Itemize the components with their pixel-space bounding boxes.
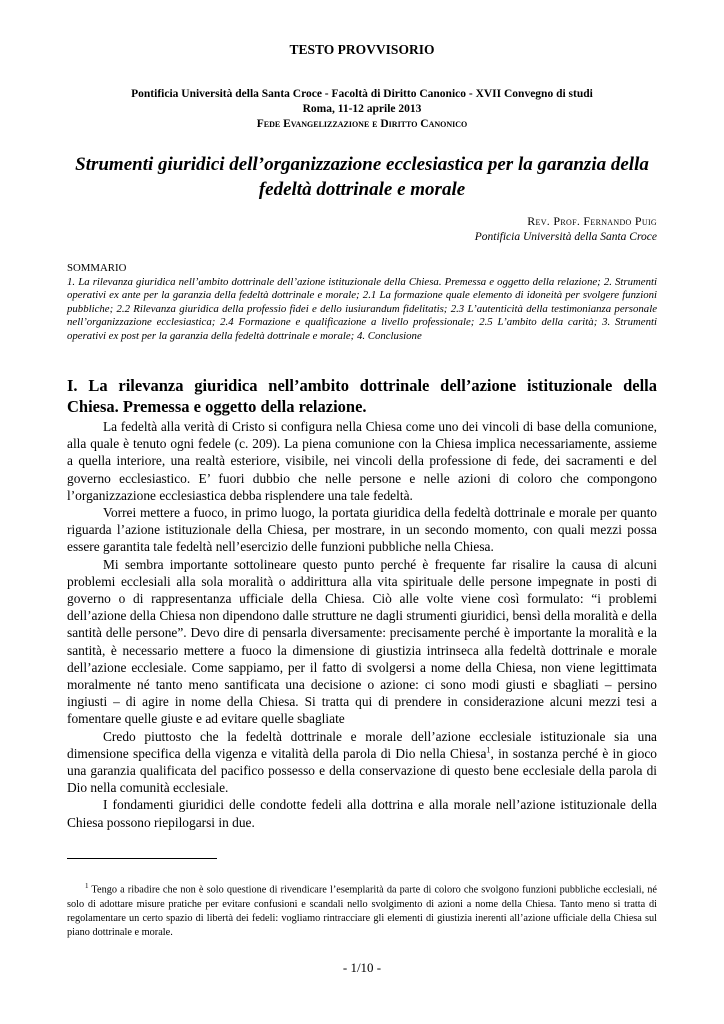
page-number: - 1/10 - [342, 960, 382, 975]
paragraph-4-part-1: Credo piuttosto che la fedeltà dottrinale e morale dell’azione ecclesiale istituzionale sia una dimensione specifica della vigenza e vitalità della parola di Dio nella Chiesa [67, 728, 657, 761]
paragraph-3: Mi sembra importante sottolineare questo punto perché è frequente far risalire la causa di alcuni problemi ecclesiali alla sola moralità o addirittura alla vita spirituale delle persone impegnate in posti di governo o di rappresentanza ufficiale della Chiesa. Ciò alle volte viene così formulato: “i problemi dell’azione della Chiesa non dipendono dalle strutture ne dagli strumenti giuridici, bensì della moralità e della santità delle persone”. Devo dire di pensarla diversamente: precisamente perché è importante la moralità e la santità, è necessario mettere a fuoco la dimensione di giustizia intrinseca alla fedeltà dottrinale e morale dell’azione ecclesiale. Come sappiamo, per il fatto di svolgersi a nome della Chiesa, non viene legittimata moralmente né tanto meno santificata una decisione o azione: ci sono modi giusti e sbagliati – persino ingiusti – di agire in nome della Chiesa. Si tratta qui di prendere in considerazione alcuni mezzi tesi a fomentare quelle giuste e ad evitare quelle sbagliate [67, 556, 657, 727]
footnote-text: Tengo a ribadire che non è solo questione di rivendicare l’esemplarità da parte di coloro che svolgono funzioni pubbliche ecclesiali, né solo di adottare misure pratiche per evitare confusioni e scandali nello svolgimento di azioni a nome della Chiesa. Tanto meno si tratta di regolamentare un certo spazio di libertà dei fedeli: vogliamo rintracciare gli elementi di giustizia inerenti all’azione ufficiale della Chiesa sul piano dottrinale e morale. [67, 884, 657, 939]
author-block [475, 213, 657, 245]
paragraph-4 [67, 728, 657, 797]
paper-title: Strumenti giuridici dell’organizzazione ecclesiastica per la garanzia della fedeltà dottrinale e morale [75, 154, 649, 200]
section-body [67, 418, 657, 831]
footnote-reference[interactable]: 1 [486, 745, 491, 755]
summary-label: SOMMARIO [67, 262, 127, 274]
paragraph-4-part-2: , in sostanza perché è in gioco una garanzia qualificata del pacifico possesso e della conservazione di questo bene ecclesiale della parola di Dio nella comunità ecclesiale. [67, 745, 657, 796]
conference-info [67, 87, 657, 132]
conference-line-1: Pontificia Università della Santa Croce - Facoltà di Diritto Canonico - XVII Convegno di studi [131, 88, 593, 100]
conference-theme-text: Fede Evangelizzazione e Diritto Canonico [256, 118, 468, 130]
draft-label: TESTO PROVVISORIO [289, 42, 435, 57]
conference-line-2: Roma, 11-12 aprile 2013 [302, 103, 422, 115]
footnote-number: 1 [85, 882, 89, 890]
author-name: Rev. Prof. Fernando Puig [527, 214, 657, 228]
paragraph-1: La fedeltà alla verità di Cristo si configura nella Chiesa come uno dei vincoli di base della comunione, alla quale è tenuto ogni fedele (c. 209). La piena comunione con la Chiesa implica necessariamente, assieme a quella interiore, una realtà esteriore, visibile, nei vincoli della professione di fede, dei sacramenti e del governo ecclesiastico. E’ fuori dubbio che nelle persone e nelle azioni di coloro che compongono l’organizzazione ecclesiastica debba risplendere una tale fedeltà. [67, 419, 657, 503]
conference-theme [67, 117, 657, 132]
summary-text: 1. La rilevanza giuridica nell’ambito dottrinale dell’azione istituzionale della Chiesa. Premessa e oggetto della relazione; 2. Strumenti operativi ex ante per la garanzia della fedeltà dottrinale e morale; 2.1 La formazione quale elemento di idoneità per svolgere funzioni pubbliche; 2.2 Rilevanza giuridica della professio fidei e dello iusiurandum fidelitatis; 2.3 L’autenticità della testimonianza personale nell’organizzazione ecclesiastica; 2.4 Formazione e qualificazione a livello professionale; 2.5 L’ambito della carità; 3. Strumenti operativi ex post per la garanzia della fedeltà dottrinale e morale; 4. Conclusione [67, 275, 657, 342]
summary-block [67, 262, 657, 343]
paragraph-5: I fondamenti giuridici delle condotte fedeli alla dottrina e alla morale nell’azione istituzionale della Chiesa possono riepilogarsi in due. [67, 797, 657, 830]
footnote-divider [67, 858, 217, 859]
footnote [67, 879, 657, 941]
paragraph-2: Vorrei mettere a fuoco, in primo luogo, la portata giuridica della fedeltà dottrinale e morale per quanto riguarda l’azione istituzionale della Chiesa, per mostrare, in un secondo momento, con quali mezzi possa essere garantita tale fedeltà nell’esercizio delle funzioni pubbliche nella Chiesa. [67, 505, 657, 555]
section-heading: I. La rilevanza giuridica nell’ambito dottrinale dell’azione istituzionale della Chiesa. Premessa e oggetto della relazione. [67, 376, 657, 416]
author-affiliation: Pontificia Università della Santa Croce [474, 231, 657, 243]
